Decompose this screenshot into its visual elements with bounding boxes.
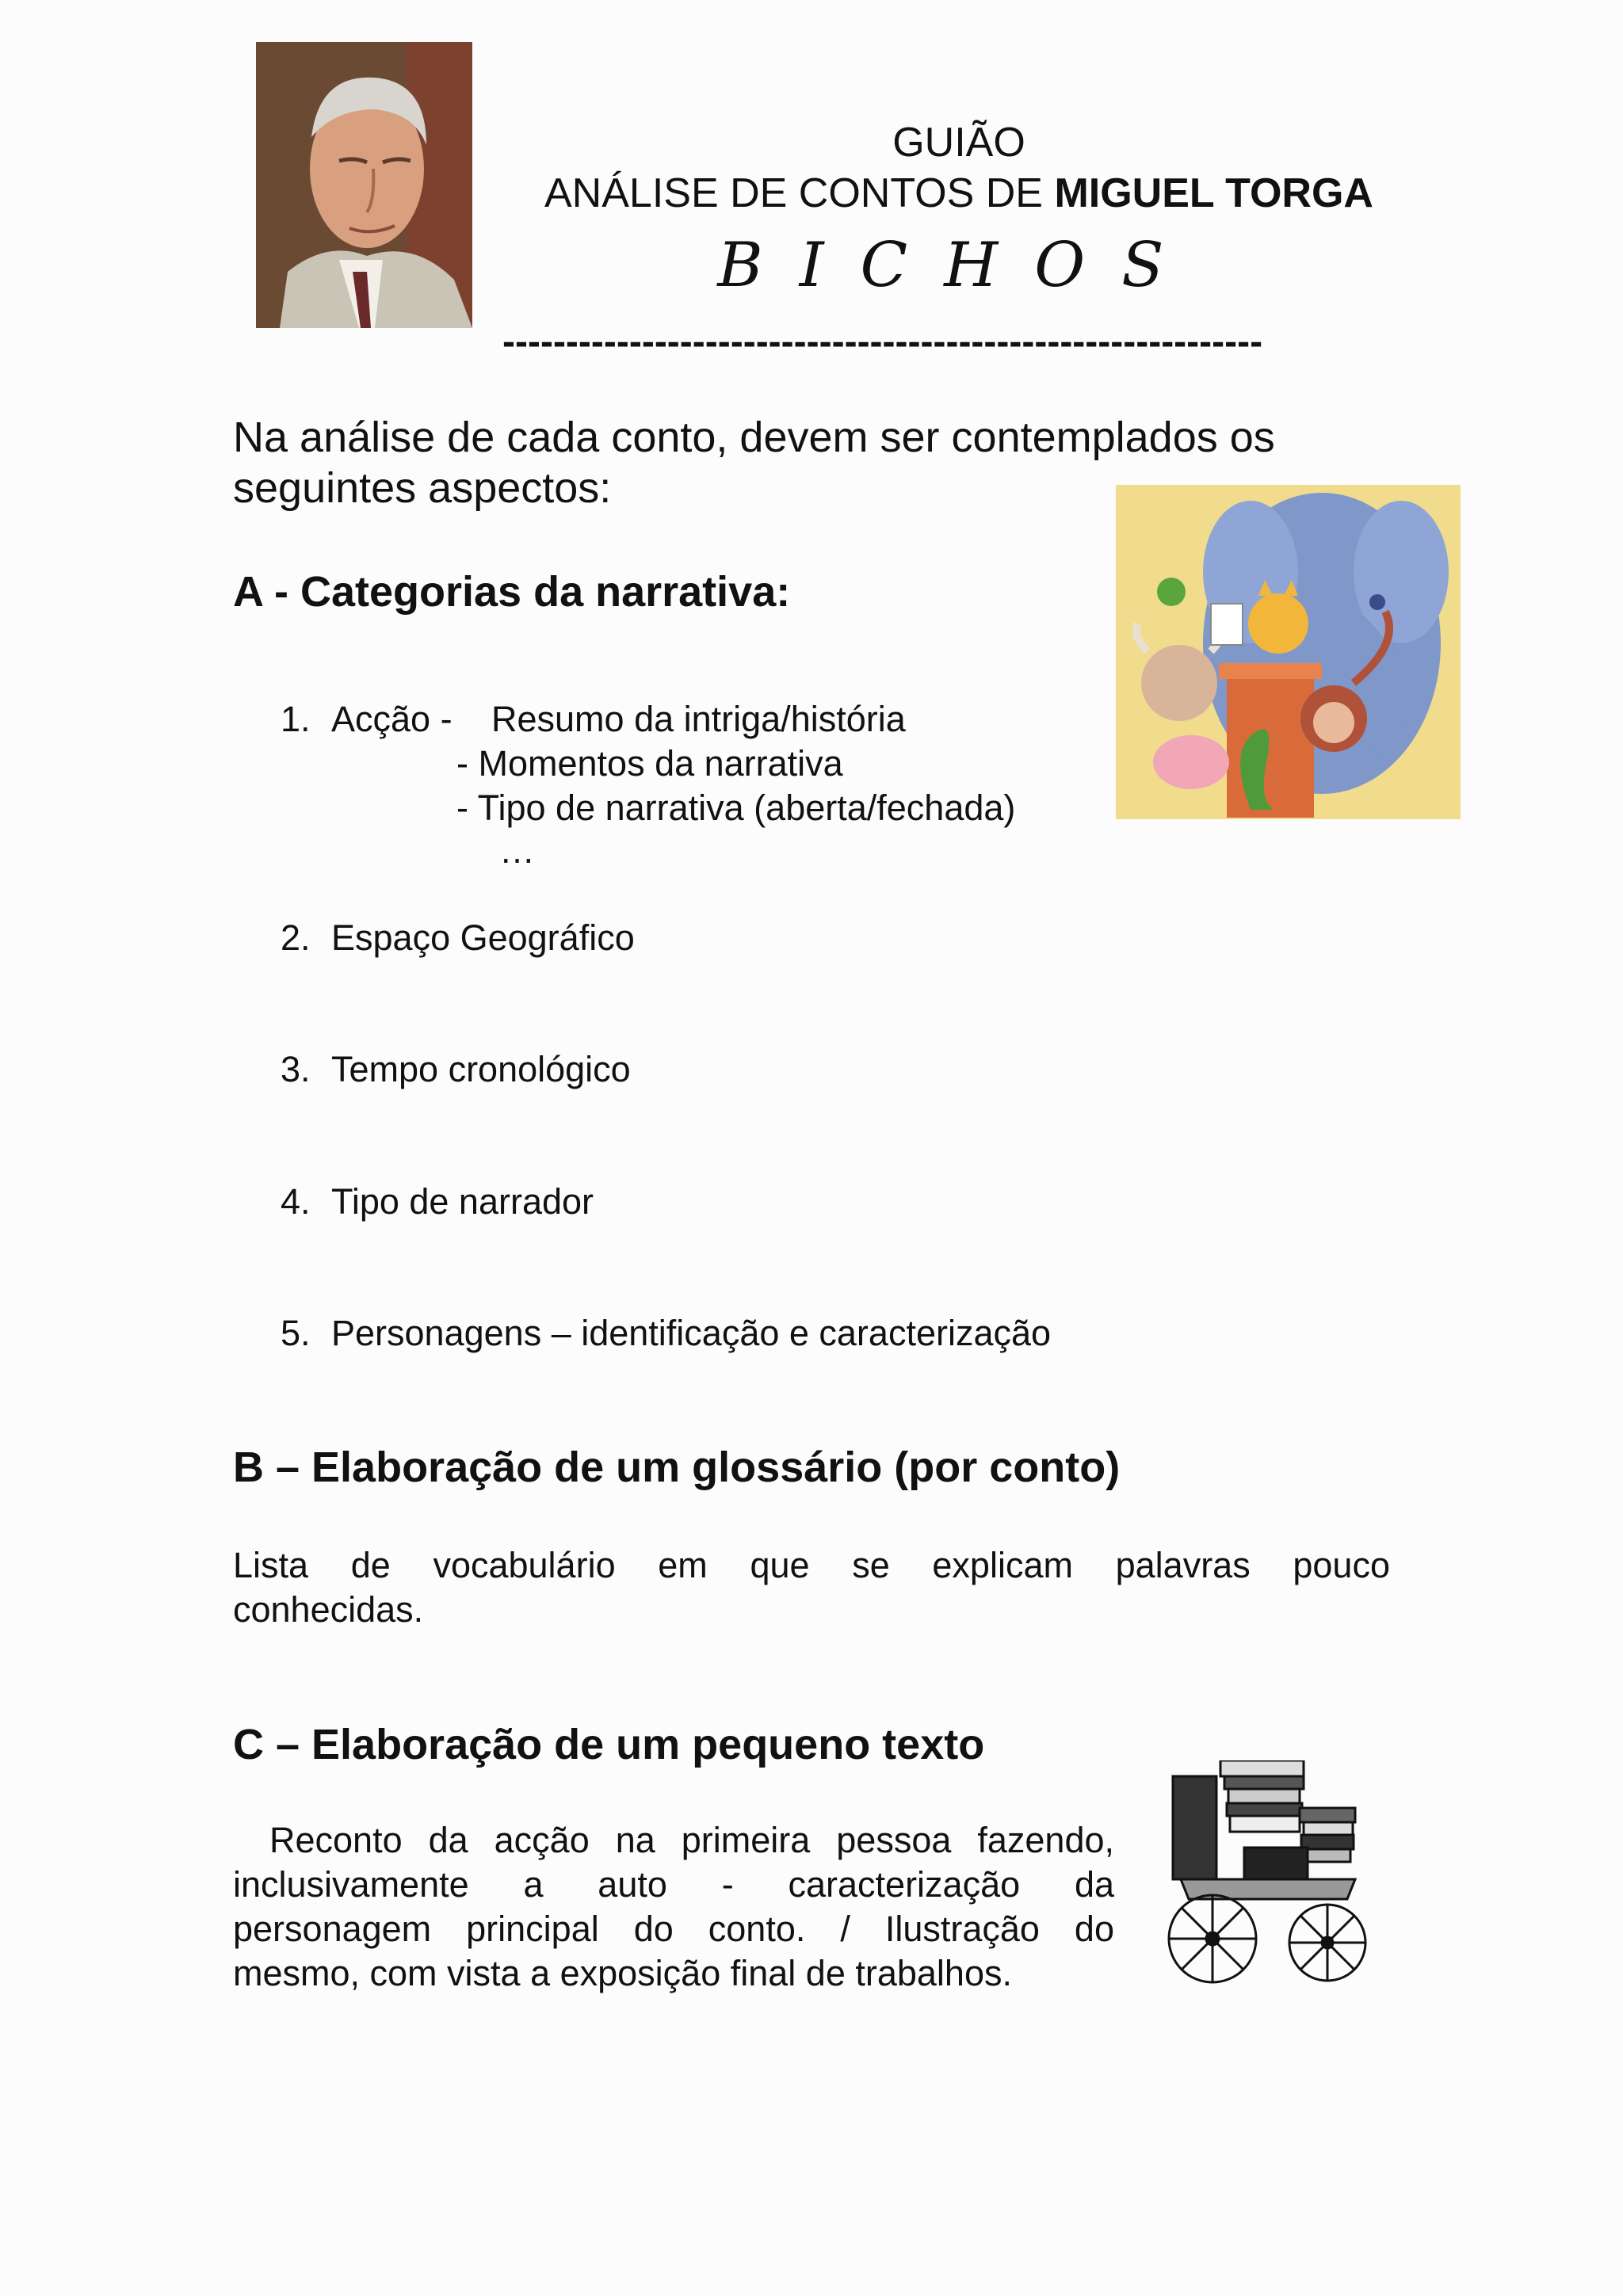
list-subitem: …	[499, 830, 535, 871]
list-item-label: Espaço Geográfico	[331, 917, 635, 958]
paragraph-line: personagem principal do conto. / Ilustração do	[233, 1909, 1114, 1949]
animals-illustration	[1116, 485, 1461, 819]
list-item-number: 2.	[281, 917, 311, 958]
header-separator: ------------------------------------------------------------	[502, 321, 1263, 363]
list-subitem: - Momentos da narrativa	[456, 743, 843, 784]
section-c-paragraph	[233, 1818, 1114, 1996]
intro-line-1: Na análise de cada conto, devem ser contemplados os	[233, 414, 1275, 461]
list-subitem: Resumo da intriga/história	[491, 699, 906, 739]
list-item-label: Personagens – identificação e caracterização	[331, 1313, 1052, 1353]
list-item-label: Acção -	[331, 699, 453, 739]
intro-line-2: seguintes aspectos:	[233, 464, 612, 512]
document-title: GUIÃO	[892, 120, 1025, 166]
list-item-number: 5.	[281, 1313, 311, 1353]
section-c-heading: C – Elaboração de um pequeno texto	[233, 1721, 985, 1768]
paragraph-line: mesmo, com vista a exposição final de trabalhos.	[233, 1953, 1012, 1993]
author-portrait	[256, 42, 472, 328]
list-item-number: 1.	[281, 699, 311, 739]
section-b-line-2: conhecidas.	[233, 1589, 424, 1630]
author-name: MIGUEL TORGA	[1054, 170, 1373, 216]
list-subitem: - Tipo de narrativa (aberta/fechada)	[456, 788, 1016, 828]
list-item-label: Tempo cronológico	[331, 1049, 631, 1089]
list-item-number: 4.	[281, 1181, 311, 1222]
paragraph-line: inclusivamente a auto - caracterização da	[233, 1864, 1114, 1905]
section-b-heading: B – Elaboração de um glossário (por conto)	[233, 1444, 1121, 1491]
section-b-line-1: Lista de vocabulário em que se explicam palavras pouco	[233, 1545, 1390, 1585]
document-subtitle	[444, 168, 1474, 219]
list-item-number: 3.	[281, 1049, 311, 1089]
paragraph-line: Reconto da acção na primeira pessoa fazendo,	[269, 1820, 1114, 1860]
book-cart-illustration	[1157, 1760, 1377, 1992]
section-a-heading: A - Categorias da narrativa:	[233, 568, 791, 616]
subtitle-prefix: ANÁLISE DE CONTOS DE	[544, 170, 1055, 216]
book-title: BICHOS	[717, 230, 1201, 301]
list-item-label: Tipo de narrador	[331, 1181, 594, 1222]
